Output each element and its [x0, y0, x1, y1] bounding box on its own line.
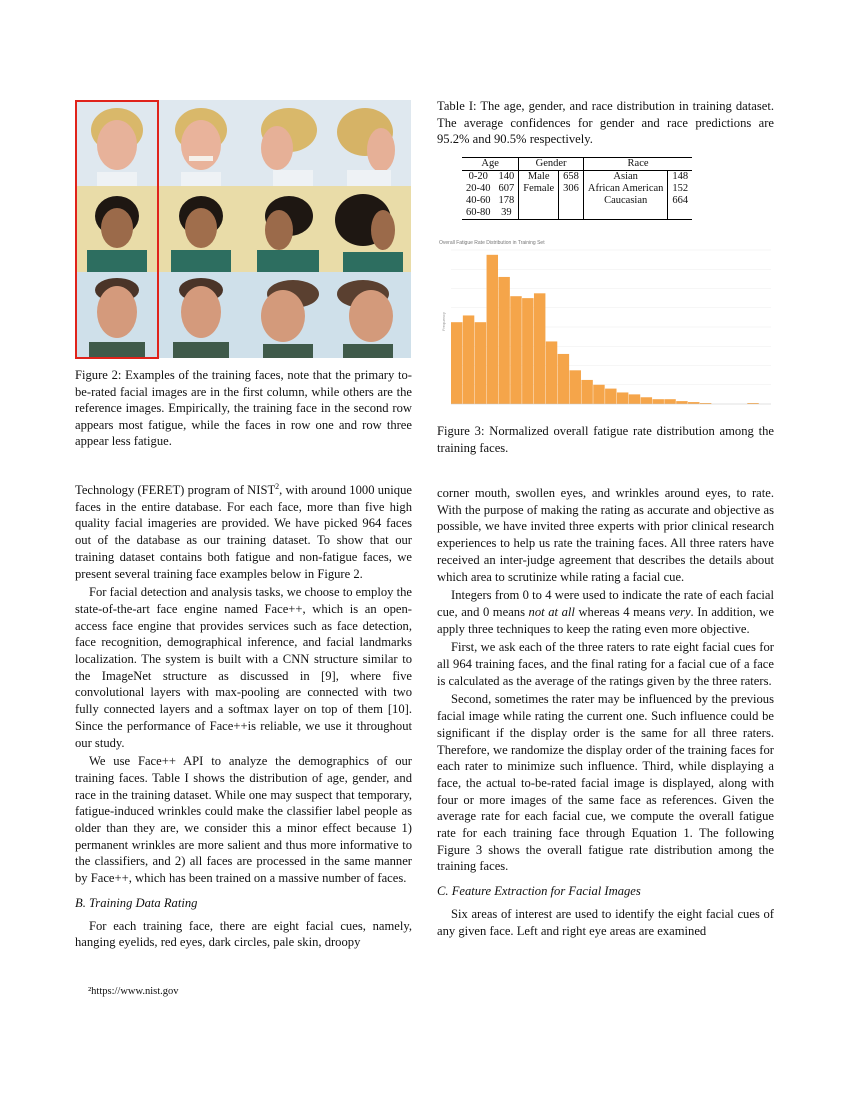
- face-photo: [243, 272, 327, 358]
- table-cell: 40-60: [466, 195, 491, 206]
- histogram-bar: [593, 385, 604, 404]
- histogram-bar: [487, 255, 498, 404]
- table-cell: 306: [559, 183, 584, 195]
- table-cell: [519, 207, 559, 220]
- table-cell: [583, 207, 668, 220]
- histogram-bar: [570, 370, 581, 404]
- footnote-marker: 2: [275, 481, 280, 491]
- face-photo: [159, 272, 243, 358]
- emphasis: very: [668, 604, 691, 619]
- paragraph: Six areas of interest are used to identify the eight facial cues of any given face. Left and right eye areas are examined: [437, 906, 774, 938]
- table-cell: 140: [495, 171, 519, 184]
- histogram-bar: [546, 341, 557, 404]
- table-1-caption: Table I: The age, gender, and race distribution in training dataset. The average confidences for gender and race predictions are 95.2% and 90.5% respectively.: [437, 99, 774, 146]
- table-header-age: Age: [462, 158, 519, 171]
- face-photo: [327, 272, 411, 358]
- face-photo: [327, 100, 411, 186]
- histogram-bar: [617, 392, 628, 404]
- left-column: [75, 482, 412, 951]
- table-cell: 0-20: [462, 171, 495, 184]
- paragraph-text: Technology (FERET) program of NIST: [75, 483, 276, 497]
- fatigue-histogram: [437, 236, 777, 416]
- figure-3-chart: [437, 236, 777, 416]
- table-cell: [559, 207, 584, 220]
- table-cell: 152: [672, 183, 689, 194]
- paragraph: [75, 482, 412, 582]
- section-heading-c: C. Feature Extraction for Facial Images: [437, 884, 641, 899]
- paragraph: First, we ask each of the three raters to rate eight facial cues for all 964 training faces, and the final rating for a facial cue of a face is calculated as the average of the ratings given by the three raters.: [437, 640, 774, 688]
- paragraph: corner mouth, swollen eyes, and wrinkles around eyes, to rate. With the purpose of making the rating as accurate and objective as possible, we have invited three experts with prior clinical research experiences to help us rate the training faces. All three raters have received an inter-judge agreement that describes the details about which area to scrutinize while rating a facial cue.: [437, 486, 774, 584]
- histogram-bar: [475, 322, 486, 404]
- histogram-bar: [641, 397, 652, 404]
- face-photo: [75, 186, 159, 272]
- paragraph: We use Face++ API to analyze the demographics of our training faces. Table I shows the distribution of age, gender, and race in the training dataset. While one may suspect that temporary, fatigue-induced wrinkles could make the classifier label people as older than they are, we consider this a minor effect because 1) permanent wrinkles are more salient and thus more informative to the classifiers, and 2) all faces are processed in the same manner by Face++, which has been trained on a massive number of faces.: [75, 754, 412, 886]
- paragraph: Second, sometimes the rater may be influenced by the previous facial image while rating the current one. Such influence could be significant if the display order is the same for all three raters. Therefore, we randomize the display order of the training faces for each rater to minimize such influence. Third, while displaying a face, the actual to-be-rated facial image is displayed, along with four or more images of the same face as references. Given the average rate for each facial cue, we compute the overall fatigue rate for each training face through Equation 1. The following Figure 3 shows the overall fatigue rate distribution among the training faces.: [437, 692, 774, 874]
- histogram-bar: [510, 296, 521, 404]
- face-photo: [243, 100, 327, 186]
- figure-2-caption: Figure 2: Examples of the training faces, note that the primary to-be-rated facial images are in the first column, while others are the reference images. Empirically, the training face in the second row appears most fatigue, while the faces in row one and row three appear less fatigue.: [75, 368, 412, 448]
- paragraph: For each training face, there are eight facial cues, namely, hanging eyelids, red eyes, dark circles, pale skin, droopy: [75, 918, 412, 950]
- table-cell: 148: [668, 171, 692, 184]
- face-photo: [75, 100, 159, 186]
- chart-ylabel: Frequency: [441, 312, 446, 331]
- table-cell: Asian: [583, 171, 668, 184]
- histogram-bar: [581, 380, 592, 404]
- figure-3-caption: Figure 3: Normalized overall fatigue rate distribution among the training faces.: [437, 424, 774, 455]
- histogram-bar: [558, 354, 569, 404]
- paragraph: [437, 587, 774, 637]
- histogram-bar: [676, 401, 687, 404]
- histogram-bar: [629, 394, 640, 404]
- table-row: [462, 171, 692, 184]
- table-cell: Male: [519, 171, 559, 184]
- table-row: [462, 207, 692, 220]
- histogram-bar: [463, 315, 474, 404]
- emphasis: not at all: [528, 604, 575, 619]
- table-cell: [519, 195, 559, 207]
- table-cell: 39: [495, 207, 519, 220]
- histogram-bar: [664, 399, 675, 404]
- table-cell: 658: [559, 171, 584, 184]
- face-photo: [159, 100, 243, 186]
- chart-title: Overall Fatigue Rate Distribution in Training Set: [439, 240, 545, 246]
- table-header-race: Race: [583, 158, 692, 171]
- paragraph-text: . In addition, we apply three techniques to keep the rating even more objective.: [437, 604, 774, 636]
- table-cell: 60-80: [462, 207, 495, 220]
- face-photo: [243, 186, 327, 272]
- right-column: [437, 485, 774, 939]
- table-header-gender: Gender: [519, 158, 584, 171]
- footnote: ²https://www.nist.gov: [88, 986, 179, 997]
- table-cell: 607: [495, 183, 519, 195]
- face-photo: [75, 272, 159, 358]
- section-heading-b: B. Training Data Rating: [75, 895, 198, 910]
- table-row: [462, 195, 692, 207]
- table-cell: 664: [672, 195, 689, 206]
- figure-2-face-grid: [75, 100, 411, 358]
- table-row: [462, 183, 692, 195]
- table-1: [462, 157, 692, 220]
- table-cell: African American: [583, 183, 668, 195]
- histogram-bar: [522, 298, 533, 404]
- table-cell: 20-40: [466, 183, 491, 194]
- histogram-bar: [498, 277, 509, 404]
- table-cell: 178: [495, 195, 519, 207]
- paragraph: For facial detection and analysis tasks, we choose to employ the state-of-the-art face engine named Face++, which is an open-access face engine that provides services such as face detection, face recognition, demographical inference, and facial landmarks localization. The system is built with a CNN structure similar to the ImageNet structure as discussed in [9], where five convolutional layers with max-pooling are connected with two fully connected layers and a softmax layer on top of them [10]. Since the performance of Face++is reliable, we use it throughout our study.: [75, 585, 412, 750]
- histogram-bar: [451, 322, 462, 404]
- histogram-bar: [534, 293, 545, 404]
- table-cell: [559, 195, 584, 207]
- histogram-bar: [605, 389, 616, 404]
- table-cell: Caucasian: [583, 195, 668, 207]
- face-photo: [159, 186, 243, 272]
- face-photo: [327, 186, 411, 272]
- table-cell: Female: [519, 183, 559, 195]
- paragraph-text: whereas 4 means: [574, 604, 669, 619]
- paragraph-text: Integers from 0 to 4 were used to indicate the rate of each facial cue, and 0 means: [437, 588, 774, 619]
- histogram-bar: [652, 399, 663, 404]
- table-cell: [668, 207, 692, 220]
- paragraph-text: , with around 1000 unique faces in the entire database. For each face, more than five high quality facial imageries are provided. We have picked 964 faces out of the database as our training dataset. To show that our training dataset contains both fatigue and non-fatigue faces, we present several training face examples below in Figure 2.: [75, 483, 412, 581]
